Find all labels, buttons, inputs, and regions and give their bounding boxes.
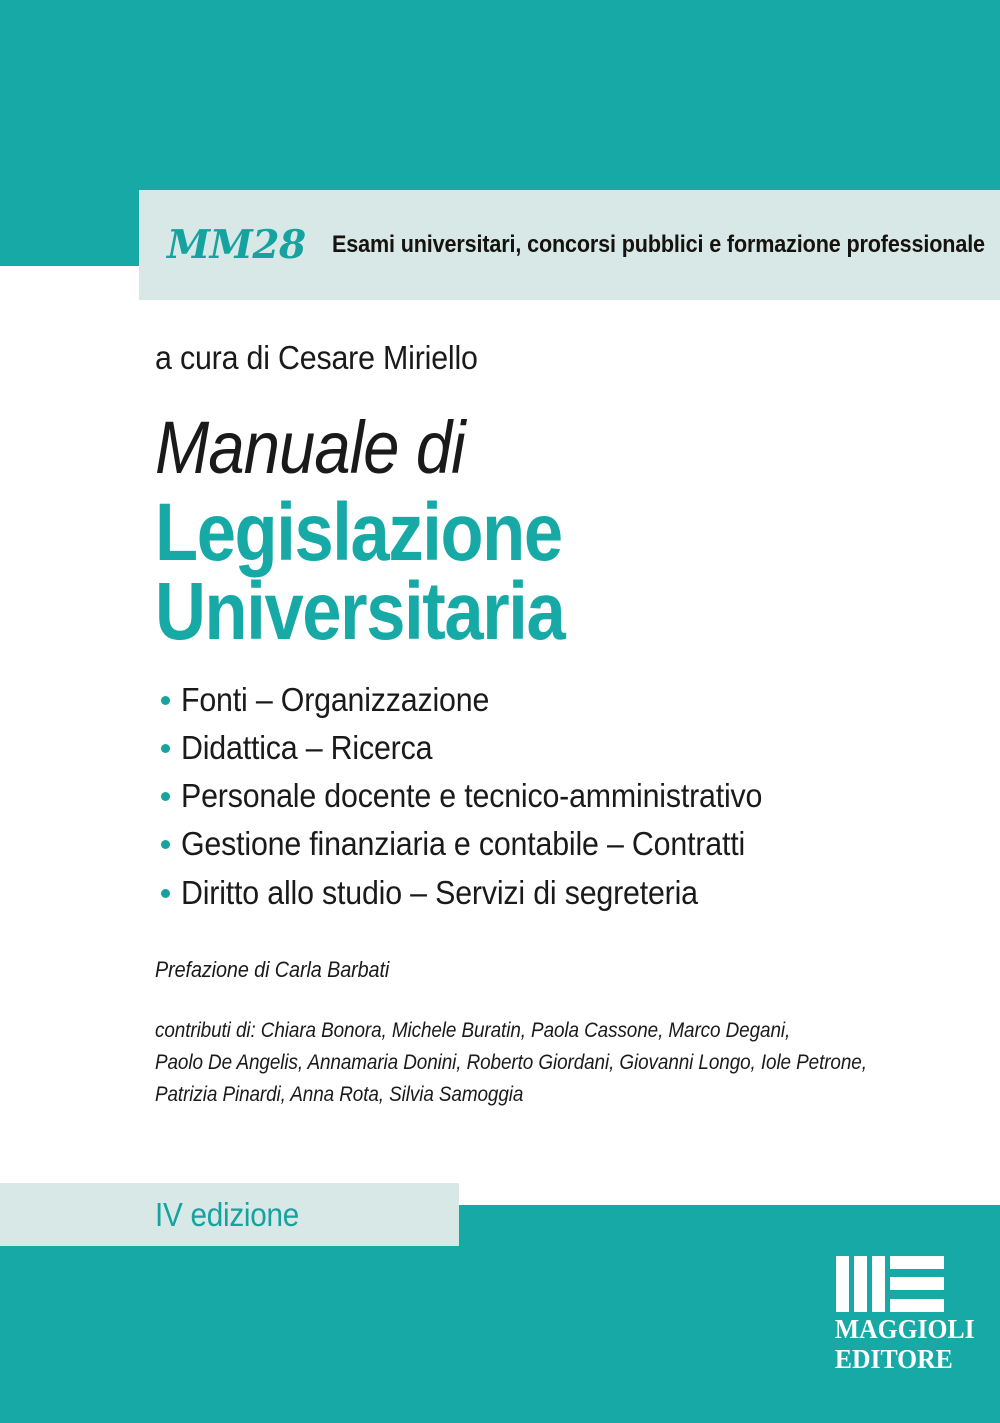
contributors-line: contributi di: Chiara Bonora, Michele Buratin, Paola Cassone, Marco Degani,: [155, 1018, 791, 1042]
list-item: [155, 772, 955, 820]
title-line-1: Legislazione: [155, 486, 562, 578]
list-item: [155, 869, 955, 917]
topics-list: [155, 676, 955, 917]
contributors-line: Paolo De Angelis, Annamaria Donini, Roberto Giordani, Giovanni Longo, Iole Petrone,: [155, 1050, 867, 1074]
cover-content: [155, 340, 955, 1110]
series-code: MM28: [167, 221, 306, 268]
page-title: [155, 486, 843, 658]
contributors-line: Patrizia Pinardi, Anna Rota, Silvia Samoggia: [155, 1082, 524, 1106]
series-description: Esami universitari, concorsi pubblici e formazione professionale: [331, 231, 985, 258]
publisher-logo: [832, 1256, 975, 1374]
publisher-name: MAGGIOLI: [834, 1314, 975, 1344]
top-left-teal-block: [0, 190, 139, 266]
editor-credit: a cura di Cesare Miriello: [155, 339, 478, 376]
top-teal-band: [0, 0, 1000, 190]
list-item: [155, 724, 955, 772]
topic-label: Didattica – Ricerca: [181, 729, 433, 767]
contributors-block: [155, 1015, 875, 1111]
topic-label: Gestione finanziaria e contabile – Contratti: [181, 825, 746, 863]
topic-label: Personale docente e tecnico-amministrativo: [181, 777, 763, 815]
title-prefix: Manuale di: [155, 406, 465, 490]
series-band: [139, 190, 1000, 300]
preface-credit: Prefazione di Carla Barbati: [155, 956, 390, 982]
edition-label: IV edizione: [155, 1195, 299, 1233]
title-line-2: Universitaria: [155, 566, 565, 658]
list-item: [155, 820, 955, 868]
topic-label: Diritto allo studio – Servizi di segreteria: [181, 873, 698, 911]
edition-band: [0, 1183, 459, 1246]
maggioli-logo-icon: [836, 1256, 944, 1312]
publisher-kind: EDITORE: [834, 1344, 953, 1374]
topic-label: Fonti – Organizzazione: [181, 680, 490, 718]
list-item: [155, 676, 955, 724]
